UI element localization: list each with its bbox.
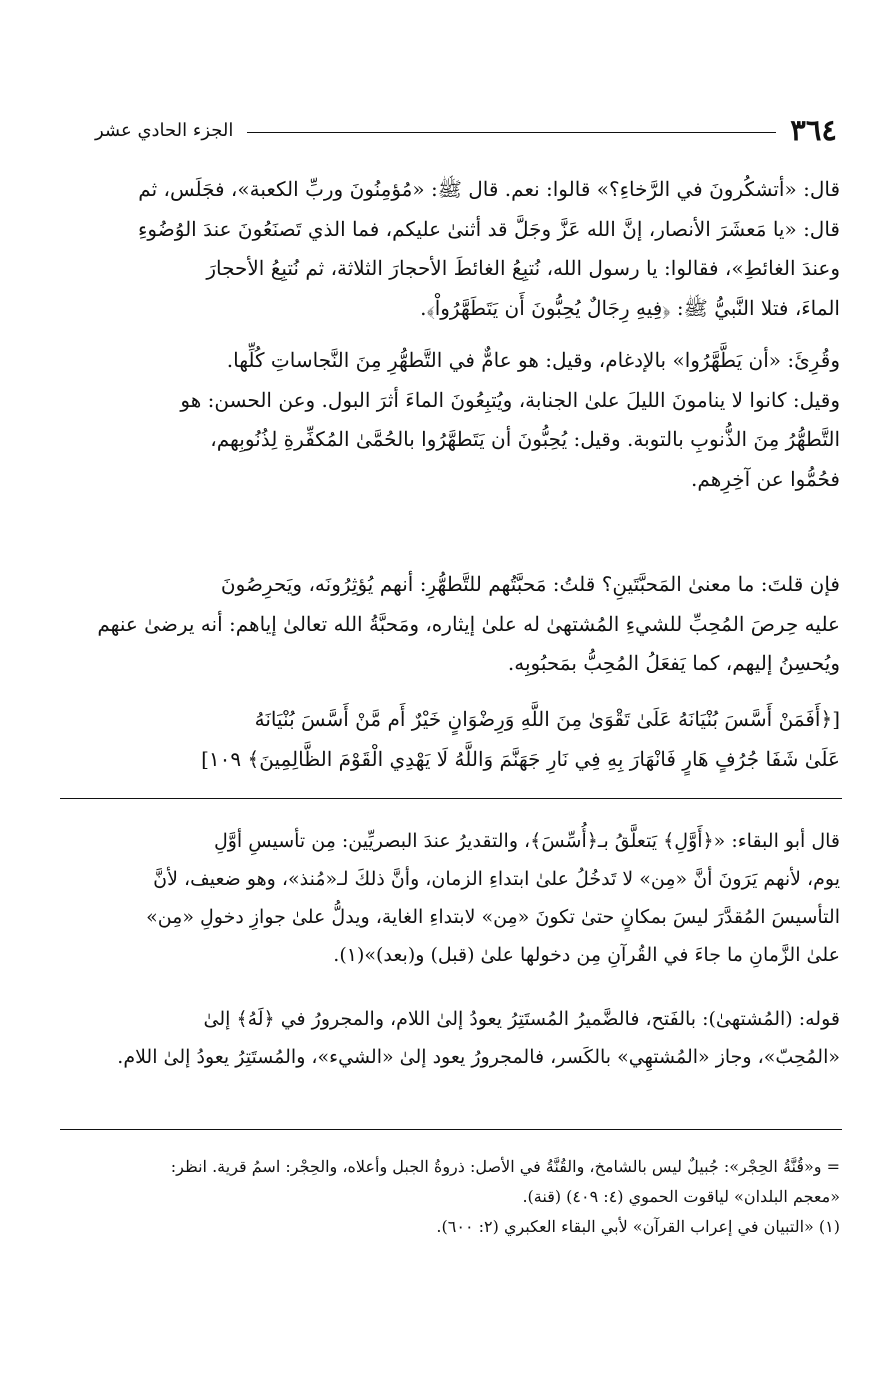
text-line: وقيل: كانوا لا ينامونَ الليلَ علىٰ الجنابة، ويُتبِعُونَ الماءَ أثرَ البول. وعن الحسن: هو [180, 387, 840, 412]
text-line: قال أبو البقاء: «﴿أَوَّلِ﴾ يَتعلَّقُ بـ﴿أُسِّسَ﴾، والتقديرُ عندَ البصريِّين: مِن تأسيسِ أوَّلِ [213, 830, 840, 852]
commentary-mushtaha [60, 1000, 840, 1076]
paragraph-hadith [60, 170, 840, 328]
footnote-line: = و«قُنَّةُ الحِجْر»: جُبيلٌ ليس بالشامخ، والقُنَّةُ في الأصل: ذروةُ الجبل وأعلاه، والحِجْر: اسمُ قرية. انظر: [170, 1157, 840, 1176]
header-rule [247, 132, 776, 133]
text-line: قال: «يا مَعشَرَ الأنصار، إنَّ الله عَزَّ وجَلَّ قد أثنىٰ عليكم، فما الذي تَصنَعُونَ عندَ الوُضُوءِ [138, 216, 840, 241]
text-line: الماءَ، فتلا النَّبيُّ ﷺ: ﴿فِيهِ رِجَالٌ يُحِبُّونَ أَن يَتَطَهَّرُواْ﴾. [420, 295, 840, 320]
text-line: وقُرِئَ: «أن يَطَّهَّرُوا» بالإدغام، وقيل: هو عامٌّ في التَّطهُّرِ مِنَ النَّجاساتِ كُلِّها. [226, 348, 840, 372]
footnote-line: (١) «التبيان في إعراب القرآن» لأبي البقاء العكبري (٢: ٦٠٠). [436, 1217, 840, 1236]
page-number: ٣٦٤ [790, 113, 837, 147]
text-line: ويُحسِنُ إليهم، كما يَفعَلُ المُحِبُّ بمَحبُوبِه. [507, 651, 840, 675]
text-line: عليه حِرصَ المُحِبِّ للشيءِ المُشتهىٰ له علىٰ إيثاره، ومَحبَّةُ الله تعالىٰ إياهم: أنه يرضىٰ عنهم [97, 611, 840, 636]
paragraph-qiraa [60, 341, 840, 499]
text-line: يوم، لأنهم يَرَونَ أنَّ «مِن» لا تَدخُلُ علىٰ ابتداءِ الزمان، وأنَّ ذلكَ لـ«مُنذ»، وهو ضعيف، لأنَّ [153, 868, 840, 890]
text-line: التأسيسَ المُقدَّرَ ليسَ بمكانٍ حتىٰ تكونَ «مِن» لابتداءِ الغاية، ويدلُّ علىٰ جوازِ دخولِ «مِن» [146, 906, 840, 928]
verse-line: [﴿أَفَمَنْ أَسَّسَ بُنْيَانَهُ عَلَىٰ تَقْوَىٰ مِنَ اللَّهِ وَرِضْوَانٍ خَيْرٌ أَم مَّنْ أَسَّسَ بُنْيَانَهُ [254, 707, 840, 731]
paragraph-question [60, 565, 840, 684]
text-line: فحُمُّوا عن آخِرِهم. [691, 466, 840, 491]
footnote-line: «معجم البلدان» لياقوت الحموي (٤: ٤٠٩) (قنة). [522, 1187, 840, 1206]
text-line: «المُحِبّ»، وجاز «المُشتهِي» بالكَسر، فالمجرورُ يعود إلىٰ «الشيء»، والمُستَتِرُ يعودُ إلىٰ اللام. [117, 1046, 840, 1068]
commentary-abul-baqaa [60, 822, 840, 974]
quran-verse [60, 700, 840, 779]
text-line: قال: «أتشكُرونَ في الرَّخاءِ؟» قالوا: نعم. قال ﷺ: «مُؤمِنُونَ وربِّ الكعبة»، فجَلَس، ثم [138, 177, 840, 201]
text-line: علىٰ الزَّمانِ ما جاءَ في القُرآنِ مِن دخولها علىٰ (قبل) و(بعد)»(١). [333, 944, 840, 966]
footnotes [60, 1152, 840, 1242]
running-title: الجزء الحادي عشر [95, 119, 234, 141]
text-line: فإن قلتَ: ما معنىٰ المَحبَّتَينِ؟ قلتُ: مَحبَّتُهم للتَّطهُّرِ: أنهم يُؤثِرُونَه، ويَحرِصُونَ [220, 572, 840, 596]
page-header [95, 108, 837, 152]
text-line: قوله: (المُشتهىٰ): بالفَتح، فالضَّميرُ المُستَتِرُ يعودُ إلىٰ اللام، والمجرورُ في ﴿لَهُ﴾ إلىٰ [203, 1008, 840, 1030]
text-line: وعندَ الغائطِ»، فقالوا: يا رسول الله، نُتبِعُ الغائطَ الأحجارَ الثلاثة، ثم نُتبِعُ الأحجارَ [206, 256, 840, 280]
section-divider [60, 798, 842, 799]
footnote-divider [60, 1129, 842, 1130]
text-line: التَّطهُّرُ مِنَ الذُّنوبِ بالتوبة. وقيل: يُحِبُّونَ أن يَتَطهَّرُوا بالحُمَّىٰ المُكفِّرةِ لِذُنُوبِهم، [210, 427, 840, 451]
verse-line: عَلَىٰ شَفَا جُرُفٍ هَارٍ فَانْهَارَ بِهِ فِي نَارِ جَهَنَّمَ وَاللَّهُ لَا يَهْدِي الْقَوْمَ الظَّالِمِينَ﴾ ١٠٩] [201, 746, 840, 771]
